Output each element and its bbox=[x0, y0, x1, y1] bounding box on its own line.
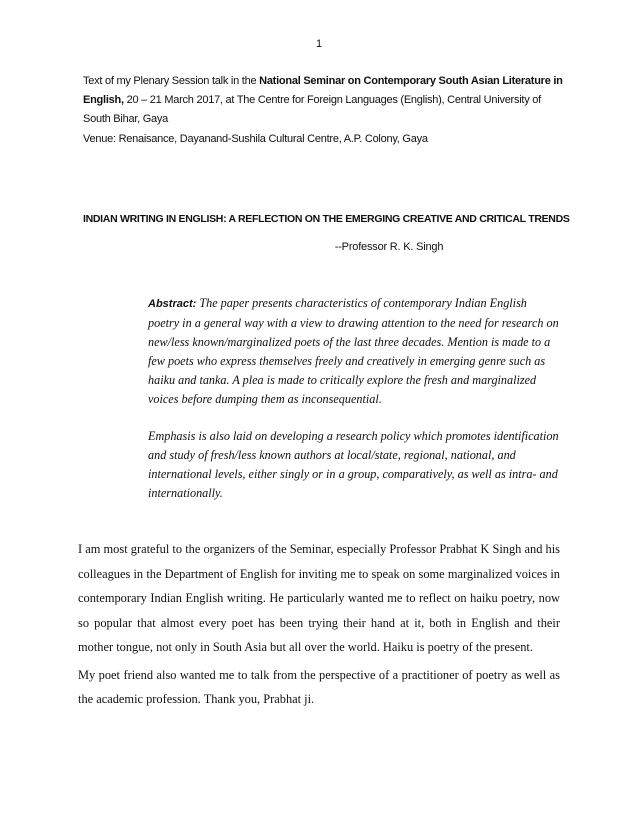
abstract-label: Abstract: bbox=[148, 298, 197, 310]
abstract-paragraph bbox=[148, 294, 560, 409]
talk-header bbox=[83, 72, 563, 129]
abstract-text: The paper presents characteristics of contemporary Indian English poetry in a general way with a view to drawing attention to the need for research on new/less known/marginalized poets of the last three decades. Mention is made to a few poets who express themselves freely and creatively in emerging genre such as haiku and tanka. A plea is made to critically explore the fresh and marginalized voices before dumping them as inconsequential. bbox=[148, 296, 559, 406]
seminar-details: 20 – 21 March 2017, at The Centre for Foreign Languages (English), Central University of South Bihar, Gaya bbox=[83, 94, 541, 125]
body-text bbox=[78, 537, 560, 712]
body-paragraph-2: My poet friend also wanted me to talk from the perspective of a practitioner of poetry as well as the academic profession. Thank you, Prabhat ji. bbox=[78, 667, 560, 706]
page-number: 1 bbox=[315, 38, 323, 50]
paper-title: INDIAN WRITING IN ENGLISH: A REFLECTION ON THE EMERGING CREATIVE AND CRITICAL TRENDS bbox=[83, 213, 570, 225]
talk-header-intro: Text of my Plenary Session talk in the bbox=[83, 75, 260, 87]
abstract-paragraph-2: Emphasis is also laid on developing a research policy which promotes identification and study of fresh/less known authors at local/state, regional, national, and international levels, either singly or in a group, comparatively, as well as intra- and internationally. bbox=[148, 429, 559, 500]
body-paragraph-1: I am most grateful to the organizers of the Seminar, especially Professor Prabhat K Singh and his colleagues in the Department of English for inviting me to speak on some marginalized voices in contemporary Indian English writing. He particularly wanted me to reflect on haiku poetry, now so popular that almost every poet has been trying their hand at it, both in English and their mother tongue, not only in South Asia but all over the world. Haiku is poetry of the present. bbox=[78, 542, 560, 654]
seminar-name: National Seminar on Contemporary South Asian Literature in English, bbox=[83, 75, 563, 106]
venue-line: Venue: Renaisance, Dayanand-Sushila Cultural Centre, A.P. Colony, Gaya bbox=[83, 133, 428, 145]
abstract bbox=[148, 294, 560, 503]
author-line: --Professor R. K. Singh bbox=[334, 241, 444, 253]
